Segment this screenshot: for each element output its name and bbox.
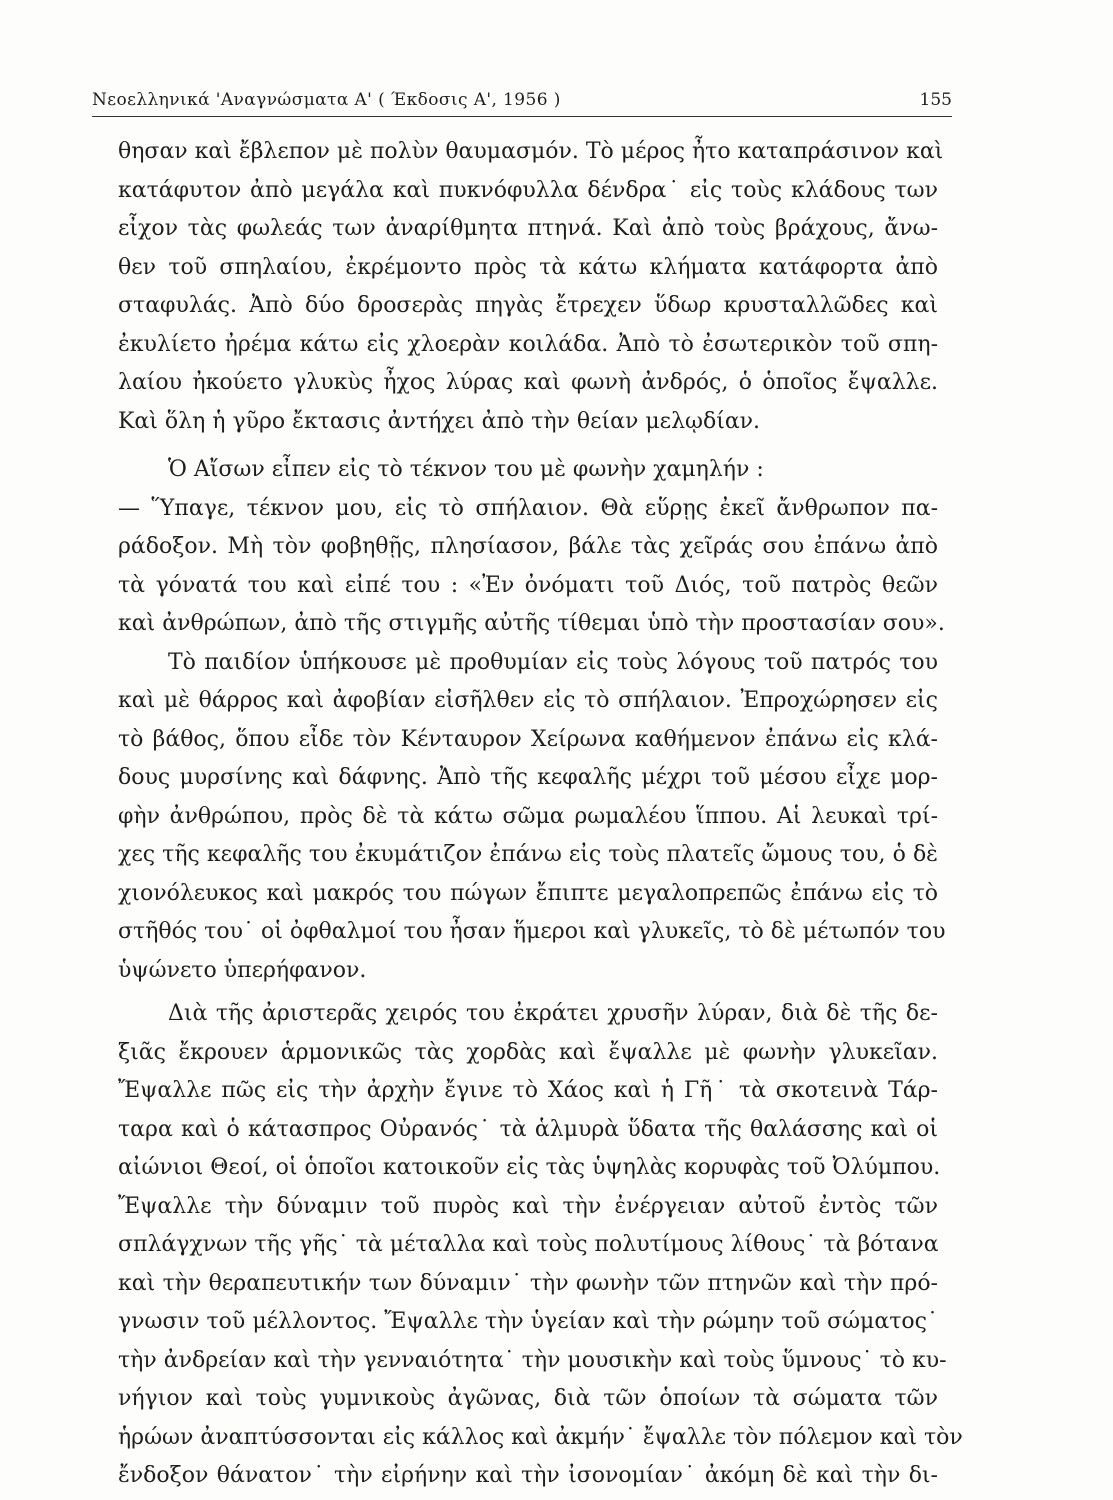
text-line: ξιᾶς ἔκρουεν ἁρμονικῶς τὰς χορδὰς καὶ ἔψαλλε μὲ φωνὴν γλυκεῖαν. — [118, 1040, 938, 1065]
text-line: εἶχον τὰς φωλεάς των ἀναρίθμητα πτηνά. Καὶ ἀπὸ τοὺς βράχους, ἄνω- — [118, 216, 938, 241]
text-line: ταρα καὶ ὁ κάτασπρος Οὐρανός˙ τὰ ἁλμυρὰ ὕδατα τῆς θαλάσσης καὶ οἱ — [118, 1117, 938, 1142]
text-line: Καὶ ὅλη ἡ γῦρο ἔκτασις ἀντήχει ἀπὸ τὴν θείαν μελῳδίαν. — [118, 409, 761, 434]
text-line: καὶ ἀνθρώπων, ἀπὸ τῆς στιγμῆς αὐτῆς τίθεμαι ὑπὸ τὴν προστασίαν σου». — [118, 611, 945, 636]
text-line: — Ὕπαγε, τέκνον μου, εἰς τὸ σπήλαιον. Θὰ εὕρῃς ἐκεῖ ἄνθρωπον πα- — [118, 496, 938, 521]
text-line: νήγιον καὶ τοὺς γυμνικοὺς ἀγῶνας, διὰ τῶν ὁποίων τὰ σώματα τῶν — [118, 1386, 938, 1411]
text-line: Διὰ τῆς ἀριστερᾶς χειρός του ἐκράτει χρυσῆν λύραν, διὰ δὲ τῆς δε- — [168, 1001, 938, 1026]
text-line: τὴν ἀνδρείαν καὶ τὴν γενναιότητα˙ τὴν μουσικὴν καὶ τοὺς ὕμνους˙ τὸ κυ- — [118, 1348, 947, 1373]
page-number: 155 — [919, 90, 952, 110]
text-line: Ἔψαλλε πῶς εἰς τὴν ἀρχὴν ἔγινε τὸ Χάος καὶ ἡ Γῆ˙ τὰ σκοτεινὰ Τάρ- — [118, 1078, 938, 1103]
text-line: ἡρώων ἀναπτύσσονται εἰς κάλλος καὶ ἀκμήν˙ ἔψαλλε τὸν πόλεμον καὶ τὸν — [118, 1425, 963, 1450]
text-line: Ὁ Αἴσων εἶπεν εἰς τὸ τέκνον του μὲ φωνὴν χαμηλήν : — [168, 457, 764, 482]
text-line: ὑψώνετο ὑπερήφανον. — [118, 958, 367, 983]
text-line: Τὸ παιδίον ὑπήκουσε μὲ προθυμίαν εἰς τοὺς λόγους τοῦ πατρός του — [168, 650, 938, 675]
header-title: Νεοελληνικά 'Αναγνώσματα Α' ( Έκδοσις Α', 1956 ) — [92, 90, 561, 110]
text-line: Ἔψαλλε τὴν δύναμιν τοῦ πυρὸς καὶ τὴν ἐνέργειαν αὐτοῦ ἐντὸς τῶν — [118, 1194, 938, 1219]
text-line: στῆθός του˙ οἱ ὀφθαλμοί του ἦσαν ἥμεροι καὶ γλυκεῖς, τὸ δὲ μέτωπόν του — [118, 919, 946, 944]
text-line: σταφυλάς. Ἀπὸ δύο δροσερὰς πηγὰς ἔτρεχεν ὕδωρ κρυσταλλῶδες καὶ — [118, 293, 938, 318]
text-line: λαίου ἠκούετο γλυκὺς ἦχος λύρας καὶ φωνὴ ἀνδρός, ὁ ὁποῖος ἔψαλλε. — [118, 370, 938, 395]
text-line: καὶ μὲ θάρρος καὶ ἀφοβίαν εἰσῆλθεν εἰς τὸ σπήλαιον. Ἐπροχώρησεν εἰς — [118, 688, 938, 713]
text-line: γνωσιν τοῦ μέλλοντος. Ἔψαλλε τὴν ὑγείαν καὶ τὴν ρώμην τοῦ σώματος˙ — [118, 1309, 938, 1334]
text-line: θησαν καὶ ἔβλεπον μὲ πολὺν θαυμασμόν. Τὸ μέρος ἦτο καταπράσινον καὶ — [118, 139, 944, 164]
text-line: ἔνδοξον θάνατον˙ τὴν εἰρήνην καὶ τὴν ἰσονομίαν˙ ἀκόμη δὲ καὶ τὴν δι- — [118, 1463, 938, 1488]
text-line: τὸ βάθος, ὅπου εἶδε τὸν Κένταυρον Χείρωνα καθήμενον ἐπάνω εἰς κλά- — [118, 727, 938, 752]
text-line: αἰώνιοι Θεοί, οἱ ὁποῖοι κατοικοῦν εἰς τὰς ὑψηλὰς κορυφὰς τοῦ Ὀλύμπου. — [118, 1155, 941, 1180]
text-line: σπλάγχνων τῆς γῆς˙ τὰ μέταλλα καὶ τοὺς πολυτίμους λίθους˙ τὰ βότανα — [118, 1232, 939, 1257]
text-line: τὰ γόνατά του καὶ εἰπέ του : «Ἐν ὀνόματι τοῦ Διός, τοῦ πατρὸς θεῶν — [118, 573, 938, 598]
text-line: κατάφυτον ἀπὸ μεγάλα καὶ πυκνόφυλλα δένδρα˙ εἰς τοὺς κλάδους των — [118, 178, 938, 203]
text-line: ράδοξον. Μὴ τὸν φοβηθῇς, πλησίασον, βάλε τὰς χεῖράς σου ἐπάνω ἀπὸ — [118, 534, 938, 559]
text-line: χες τῆς κεφαλῆς του ἐκυμάτιζον ἐπάνω εἰς τοὺς πλατεῖς ὤμους του, ὁ δὲ — [118, 842, 938, 867]
text-line: ἐκυλίετο ἠρέμα κάτω εἰς χλοερὰν κοιλάδα. Ἀπὸ τὸ ἐσωτερικὸν τοῦ σπη- — [118, 332, 938, 357]
text-line: θεν τοῦ σπηλαίου, ἐκρέμοντο πρὸς τὰ κάτω κλήματα κατάφορτα ἀπὸ — [118, 255, 938, 280]
text-line: χιονόλευκος καὶ μακρός του πώγων ἔπιπτε μεγαλοπρεπῶς ἐπάνω εἰς τὸ — [118, 881, 938, 906]
text-line: καὶ τὴν θεραπευτικήν των δύναμιν˙ τὴν φωνὴν τῶν πτηνῶν καὶ τὴν πρό- — [118, 1271, 938, 1296]
running-header — [92, 86, 952, 117]
text-line: φὴν ἀνθρώπου, πρὸς δὲ τὰ κάτω σῶμα ρωμαλέου ἵππου. Αἱ λευκαὶ τρί- — [118, 804, 938, 829]
text-line: δους μυρσίνης καὶ δάφνης. Ἀπὸ τῆς κεφαλῆς μέχρι τοῦ μέσου εἶχε μορ- — [118, 765, 938, 790]
